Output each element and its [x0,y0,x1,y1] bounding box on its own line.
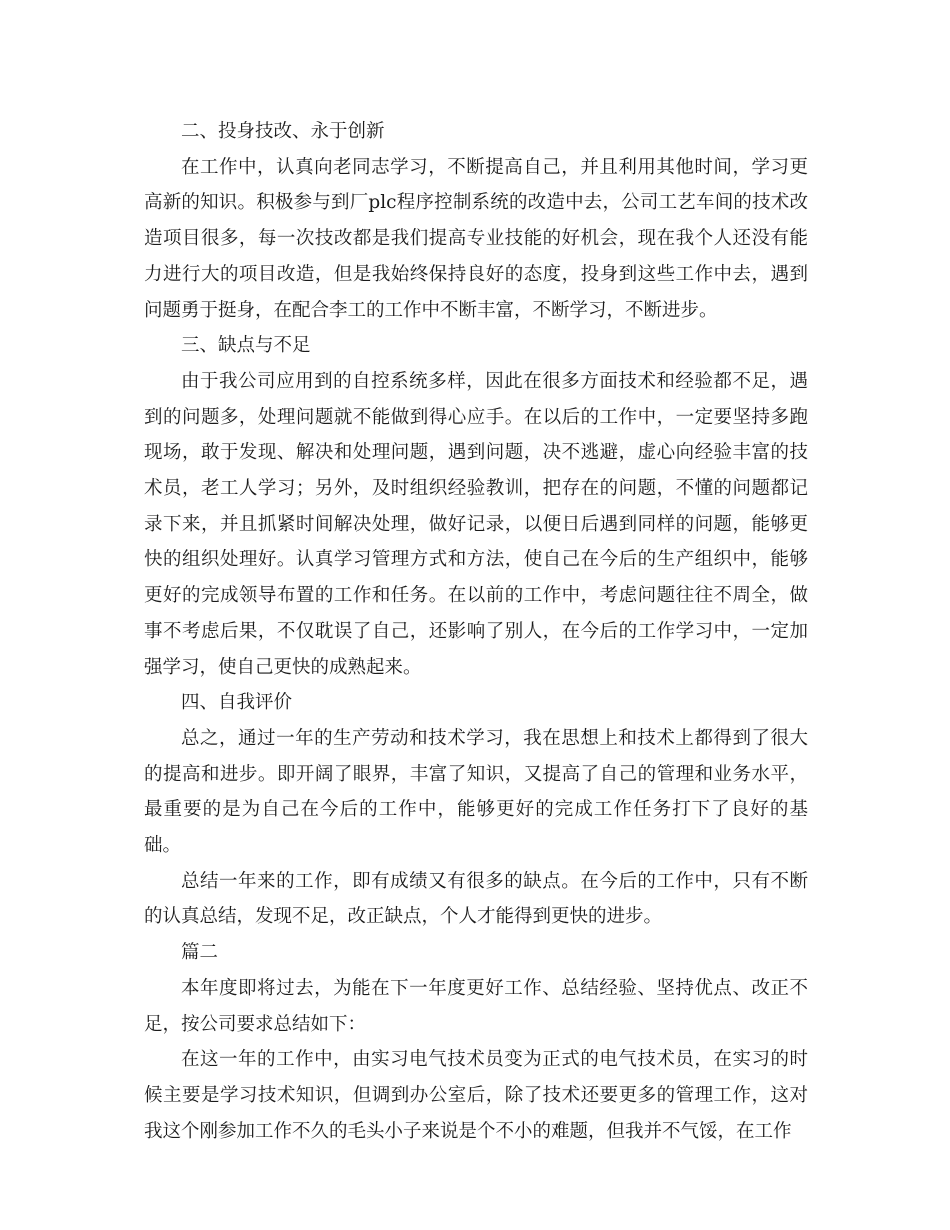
paragraph-3-1: 由于我公司应用到的自控系统多样，因此在很多方面技术和经验都不足，遇到的问题多，处理问题就不能做到得心应手。在以后的工作中，一定要坚持多跑现场，敢于发现、解决和处理问题，遇到问题，决不逃避，虚心向经验丰富的技术员，老工人学习；另外，及时组织经验教训，把存在的问题，不懂的问题都记录下来，并且抓紧时间解决处理，做好记录，以便日后遇到同样的问题，能够更快的组织处理好。认真学习管理方式和方法，使自己在今后的生产组织中，能够更好的完成领导布置的工作和任务。在以前的工作中，考虑问题往往不周全，做事不考虑后果，不仅耽误了自己，还影响了别人，在今后的工作学习中，一定加强学习，使自己更快的成熟起来。 [144,370,808,678]
document-page [144,114,808,1149]
section-heading-2: 二、投身技改、永于创新 [181,121,385,142]
paragraph-4-1: 总之，通过一年的生产劳动和技术学习，我在思想上和技术上都得到了很大的提高和进步。即开阔了眼界，丰富了知识，又提高了自己的管理和业务水平，最重要的是为自己在今后的工作中，能够更好的完成工作任务打下了良好的基础。 [144,727,808,857]
paragraph-4-2: 总结一年来的工作，即有成绩又有很多的缺点。在今后的工作中，只有不断的认真总结，发现不足，改正缺点，个人才能得到更快的进步。 [144,870,808,928]
paragraph-2-1: 在工作中，认真向老同志学习，不断提高自己，并且利用其他时间，学习更高新的知识。积极参与到厂plc程序控制系统的改造中去，公司工艺车间的技术改造项目很多，每一次技改都是我们提高专业技能的好机会，现在我个人还没有能力进行大的项目改造，但是我始终保持良好的态度，投身到这些工作中去，遇到问题勇于挺身，在配合李工的工作中不断丰富，不断学习，不断进步。 [144,156,808,321]
part-heading-2: 篇二 [181,942,219,964]
paragraph-p2-1: 本年度即将过去，为能在下一年度更好工作、总结经验、坚持优点、改正不足，按公司要求总结如下： [144,977,808,1035]
section-heading-4: 四、自我评价 [181,692,293,714]
section-heading-3: 三、缺点与不足 [181,335,311,357]
paragraph-p2-2: 在这一年的工作中，由实习电气技术员变为正式的电气技术员，在实习的时候主要是学习技术知识，但调到办公室后，除了技术还要更多的管理工作，这对我这个刚参加工作不久的毛头小子来说是个不小的难题，但我并不气馁，在工作 [144,1049,808,1142]
